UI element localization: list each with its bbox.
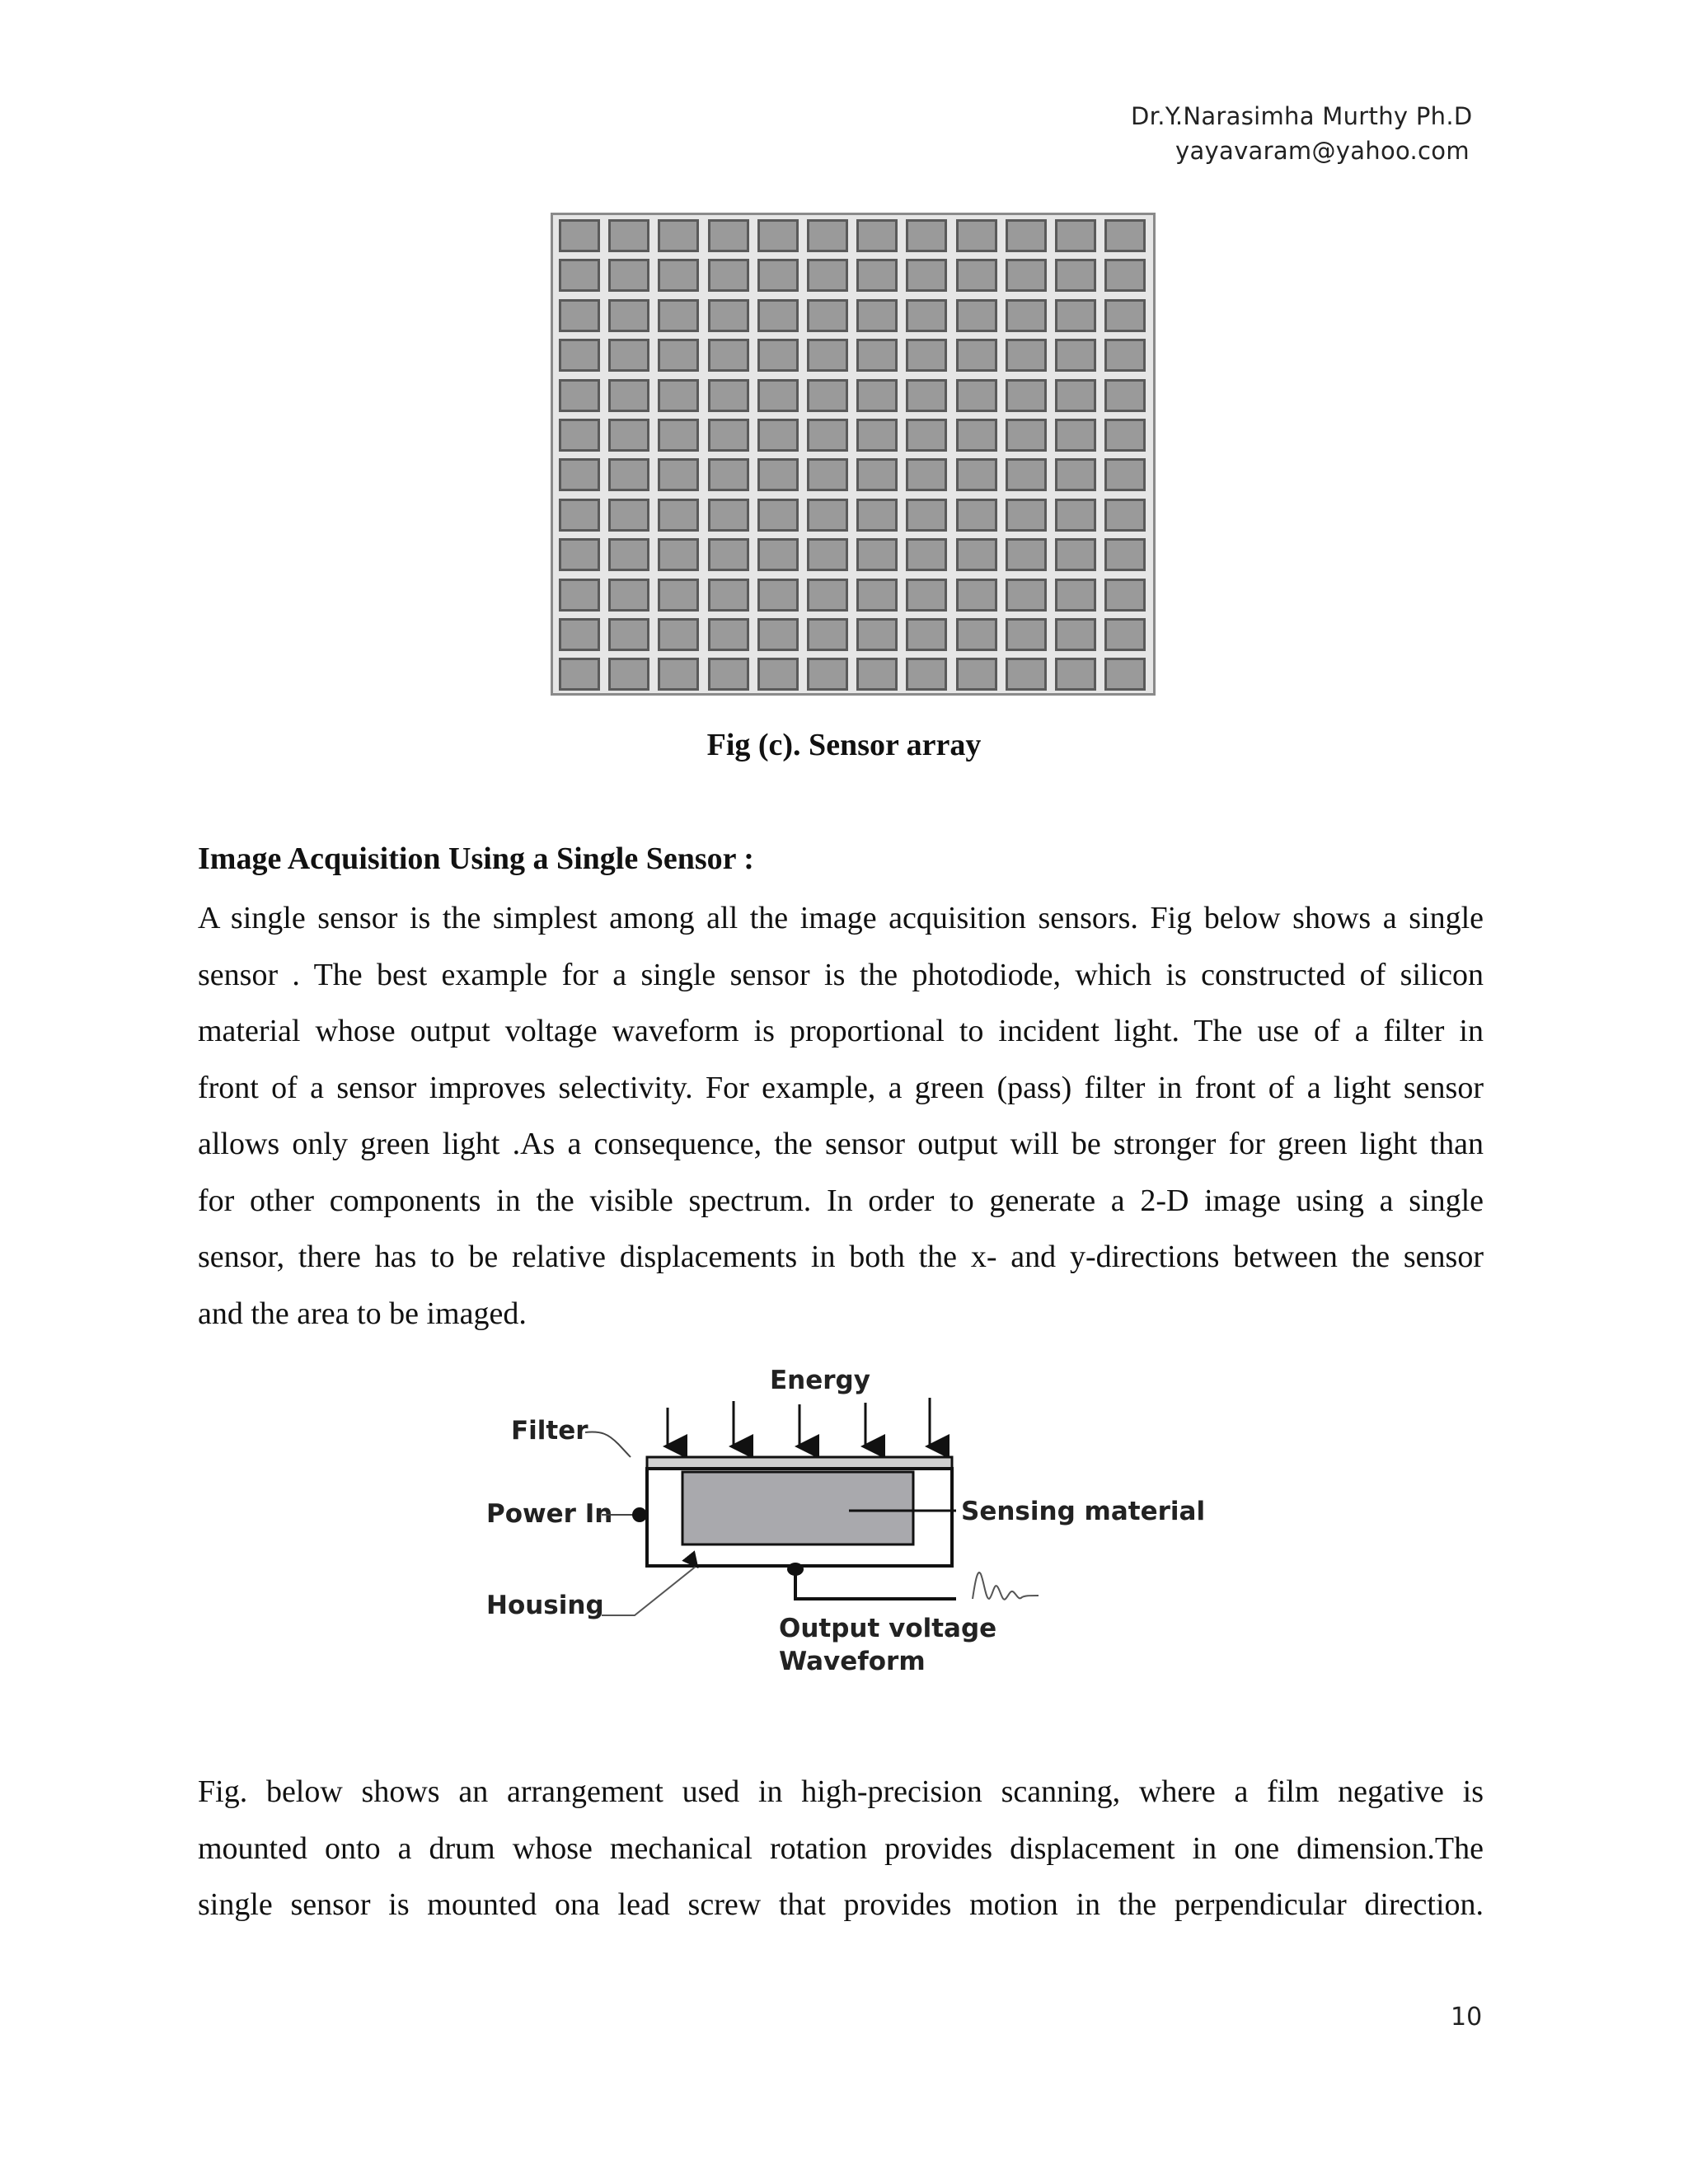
sensor-cell — [608, 538, 649, 571]
sensor-cell — [807, 499, 848, 532]
sensor-cell — [1104, 618, 1146, 651]
sensor-cell — [1104, 499, 1146, 532]
power-in-label: Power In — [486, 1499, 613, 1529]
sensor-cell — [1104, 219, 1146, 252]
sensor-cell — [1055, 419, 1096, 452]
sensor-cell — [1006, 658, 1047, 691]
paragraph-single-sensor — [198, 890, 1484, 1342]
sensor-cell — [956, 379, 997, 412]
sensor-cell — [906, 339, 947, 372]
sensor-cell — [1104, 299, 1146, 332]
sensor-cell — [757, 579, 799, 612]
sensor-cell — [708, 579, 749, 612]
sensor-cell — [856, 499, 898, 532]
paragraph-line: front of a sensor improves selectivity. For example, a green (pass) filter in front of a light sensor — [198, 1070, 1484, 1105]
sensor-cell — [1104, 579, 1146, 612]
sensor-cell — [807, 219, 848, 252]
sensor-cell — [856, 458, 898, 491]
sensor-cell — [708, 458, 749, 491]
sensor-cell — [658, 419, 699, 452]
sensor-cell — [956, 658, 997, 691]
paragraph-line: allows only green light .As a consequence, the sensor output will be stronger for green light than — [198, 1127, 1484, 1161]
sensor-cell — [658, 299, 699, 332]
sensor-cell — [608, 579, 649, 612]
sensor-cell — [708, 419, 749, 452]
sensor-cell — [1006, 458, 1047, 491]
sensor-cell — [807, 259, 848, 292]
sensor-cell — [856, 299, 898, 332]
sensor-cell — [807, 379, 848, 412]
sensor-cell — [807, 299, 848, 332]
sensor-cell — [559, 618, 600, 651]
sensor-cell — [658, 379, 699, 412]
sensing-material-label: Sensing material — [961, 1497, 1206, 1526]
sensor-cell — [1006, 499, 1047, 532]
sensor-cell — [608, 259, 649, 292]
sensor-cell — [559, 219, 600, 252]
sensor-cell — [1006, 219, 1047, 252]
sensor-cell — [1104, 419, 1146, 452]
filter-leader — [585, 1432, 631, 1457]
sensor-cell — [856, 379, 898, 412]
sensor-cell — [757, 419, 799, 452]
sensor-cell — [658, 579, 699, 612]
sensor-cell — [956, 419, 997, 452]
sensor-cell — [906, 499, 947, 532]
sensor-cell — [1104, 458, 1146, 491]
sensor-cell — [559, 658, 600, 691]
sensor-cell — [708, 618, 749, 651]
sensor-cell — [807, 579, 848, 612]
filter-strip — [647, 1457, 952, 1469]
sensor-cell — [906, 538, 947, 571]
paragraph-line: and the area to be imaged. — [198, 1296, 527, 1331]
sensor-cell — [906, 299, 947, 332]
sensor-cell — [956, 219, 997, 252]
paragraph-line: single sensor is mounted ona lead screw that provides motion in the perpendicular direction. — [198, 1887, 1484, 1922]
sensor-cell — [559, 499, 600, 532]
sensor-cell — [608, 658, 649, 691]
sensing-material-block — [682, 1472, 913, 1544]
sensor-cell — [956, 458, 997, 491]
sensor-cell — [608, 339, 649, 372]
sensor-cell — [807, 618, 848, 651]
sensor-cell — [906, 579, 947, 612]
sensor-cell — [608, 458, 649, 491]
sensor-cell — [1006, 538, 1047, 571]
sensor-cell — [559, 419, 600, 452]
power-in-terminal — [632, 1507, 647, 1522]
sensor-cell — [956, 618, 997, 651]
figure-c-caption: Fig (c). Sensor array — [706, 728, 982, 762]
sensor-cell — [559, 538, 600, 571]
sensor-cell — [708, 658, 749, 691]
sensor-cell — [757, 219, 799, 252]
sensor-cell — [757, 499, 799, 532]
sensor-cell — [559, 299, 600, 332]
sensor-cell — [658, 259, 699, 292]
sensor-cell — [1104, 259, 1146, 292]
sensor-cell — [757, 538, 799, 571]
sensor-cell — [956, 579, 997, 612]
output-label-line1: Output voltage — [779, 1614, 997, 1643]
sensor-cell — [856, 579, 898, 612]
sensor-cell — [559, 339, 600, 372]
sensor-cell — [807, 658, 848, 691]
sensor-cell — [1006, 379, 1047, 412]
sensor-cell — [906, 259, 947, 292]
single-sensor-diagram — [478, 1352, 1220, 1706]
sensor-cell — [658, 219, 699, 252]
section-heading: Image Acquisition Using a Single Sensor : — [198, 841, 754, 876]
sensor-cell — [757, 259, 799, 292]
sensor-cell — [856, 538, 898, 571]
paragraph-line: sensor, there has to be relative displacements in both the x- and y-directions between the sensor — [198, 1240, 1484, 1274]
sensor-cell — [1055, 339, 1096, 372]
sensor-cell — [559, 379, 600, 412]
sensor-cell — [1055, 538, 1096, 571]
output-wire — [795, 1569, 956, 1599]
sensor-cell — [708, 219, 749, 252]
sensor-cell — [658, 499, 699, 532]
sensor-cell — [906, 618, 947, 651]
sensor-cell — [608, 379, 649, 412]
sensor-cell — [1055, 379, 1096, 412]
sensor-cell — [807, 419, 848, 452]
sensor-cell — [608, 499, 649, 532]
waveform-icon — [973, 1572, 1039, 1600]
sensor-cell — [906, 219, 947, 252]
sensor-cell — [1006, 299, 1047, 332]
sensor-cell — [658, 339, 699, 372]
sensor-cell — [956, 339, 997, 372]
sensor-cell — [708, 379, 749, 412]
housing-label: Housing — [486, 1591, 604, 1620]
sensor-cell — [906, 458, 947, 491]
sensor-cell — [1055, 658, 1096, 691]
sensor-cell — [708, 299, 749, 332]
paragraph-line: material whose output voltage waveform is proportional to incident light. The use of a filter in — [198, 1014, 1484, 1048]
sensor-cell — [608, 419, 649, 452]
sensor-cell — [658, 658, 699, 691]
sensor-cell — [1055, 219, 1096, 252]
author-name: Dr.Y.Narasimha Murthy Ph.D — [1131, 102, 1473, 130]
sensor-cell — [1006, 618, 1047, 651]
sensor-cell — [658, 458, 699, 491]
sensor-cell — [559, 579, 600, 612]
sensor-cell — [757, 618, 799, 651]
sensor-cell — [1104, 379, 1146, 412]
sensor-cell — [757, 299, 799, 332]
sensor-cell — [807, 458, 848, 491]
sensor-cell — [608, 299, 649, 332]
paragraph-line: sensor . The best example for a single sensor is the photodiode, which is constructed of silicon — [198, 957, 1484, 992]
paragraph-line: A single sensor is the simplest among all the image acquisition sensors. Fig below shows a single — [198, 901, 1484, 935]
page-number: 10 — [1451, 2003, 1483, 2032]
sensor-cell — [757, 379, 799, 412]
paragraph-line: mounted onto a drum whose mechanical rotation provides displacement in one dimension.The — [198, 1830, 1484, 1866]
energy-arrows — [668, 1398, 930, 1446]
sensor-cell — [807, 339, 848, 372]
sensor-cell — [708, 538, 749, 571]
sensor-cell — [1055, 579, 1096, 612]
sensor-cell — [807, 538, 848, 571]
sensor-cell — [1055, 458, 1096, 491]
sensor-cell — [559, 458, 600, 491]
sensor-cell — [658, 618, 699, 651]
sensor-cell — [906, 658, 947, 691]
sensor-cell — [608, 618, 649, 651]
sensor-cell — [856, 658, 898, 691]
paragraph-drum-scanning — [198, 1764, 1484, 1933]
sensor-cell — [559, 259, 600, 292]
sensor-cell — [757, 339, 799, 372]
sensor-cell — [1104, 658, 1146, 691]
sensor-cell — [956, 538, 997, 571]
sensor-cell — [856, 419, 898, 452]
sensor-cell — [708, 259, 749, 292]
sensor-cell — [1104, 538, 1146, 571]
sensor-array-figure — [551, 213, 1156, 696]
author-email: yayavaram@yahoo.com — [1175, 137, 1470, 165]
output-label-line2: Waveform — [779, 1647, 926, 1676]
sensor-cell — [1006, 339, 1047, 372]
sensor-cell — [1006, 579, 1047, 612]
sensor-cell — [708, 339, 749, 372]
sensor-cell — [1006, 419, 1047, 452]
sensor-cell — [757, 658, 799, 691]
paragraph-line: for other components in the visible spectrum. In order to generate a 2-D image using a single — [198, 1183, 1484, 1218]
sensor-cell — [1104, 339, 1146, 372]
energy-label: Energy — [770, 1366, 870, 1395]
sensor-cell — [708, 499, 749, 532]
sensor-cell — [906, 379, 947, 412]
paragraph-line: Fig. below shows an arrangement used in high-precision scanning, where a film negative is — [198, 1774, 1484, 1809]
sensor-cell — [1055, 299, 1096, 332]
sensor-cell — [757, 458, 799, 491]
filter-label: Filter — [511, 1416, 588, 1446]
sensor-cell — [856, 339, 898, 372]
sensor-cell — [856, 618, 898, 651]
sensor-cell — [956, 259, 997, 292]
sensor-cell — [856, 219, 898, 252]
sensor-cell — [608, 219, 649, 252]
sensor-cell — [856, 259, 898, 292]
sensor-cell — [1055, 499, 1096, 532]
housing-leader — [602, 1566, 696, 1615]
sensor-cell — [1055, 259, 1096, 292]
sensor-cell — [1055, 618, 1096, 651]
sensor-cell — [1006, 259, 1047, 292]
sensor-cell — [906, 419, 947, 452]
sensor-cell — [658, 538, 699, 571]
sensor-cell — [956, 499, 997, 532]
sensor-cell — [956, 299, 997, 332]
